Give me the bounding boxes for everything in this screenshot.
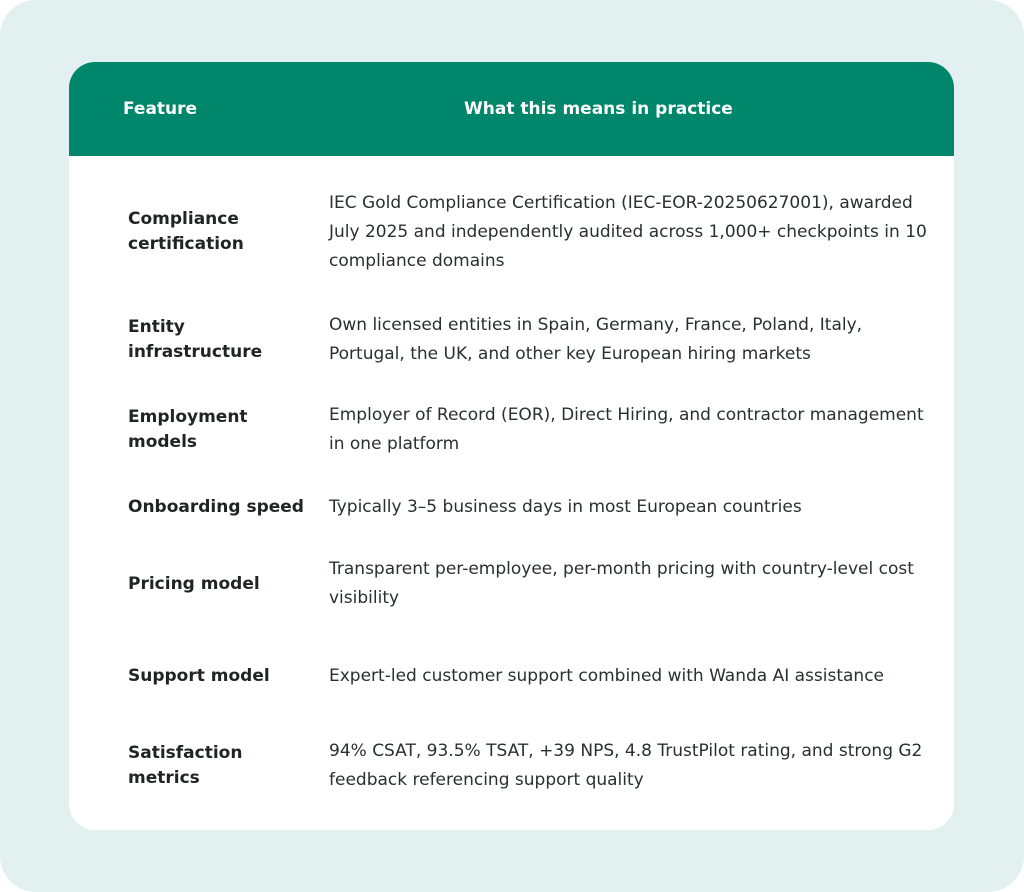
row-description: 94% CSAT, 93.5% TSAT, +39 NPS, 4.8 TrustPilot rating, and strong G2 feedback referencing support quality xyxy=(329,741,923,790)
row-feature: Pricing model xyxy=(128,573,260,594)
row-description: Transparent per-employee, per-month pricing with country-level cost visibility xyxy=(329,559,914,608)
row-description: Employer of Record (EOR), Direct Hiring, and contractor management in one platform xyxy=(329,405,924,454)
row-description: Expert-led customer support combined with Wanda AI assistance xyxy=(329,665,885,686)
table-row xyxy=(69,492,954,522)
table-header xyxy=(69,62,954,156)
table-row xyxy=(69,736,954,796)
row-feature: Onboarding speed xyxy=(128,496,304,517)
table-row xyxy=(69,554,954,614)
table-row xyxy=(69,400,954,460)
row-description: Own licensed entities in Spain, Germany, France, Poland, Italy, Portugal, the UK, and other key European hiring markets xyxy=(329,315,863,364)
row-feature: Employment models xyxy=(128,407,248,452)
table-row xyxy=(69,188,954,276)
row-feature: Compliance certification xyxy=(128,209,244,254)
row-description: Typically 3–5 business days in most European countries xyxy=(329,496,802,517)
row-feature: Support model xyxy=(128,665,270,686)
comparison-table xyxy=(69,62,954,830)
header-meaning: What this means in practice xyxy=(464,99,733,119)
row-description: IEC Gold Compliance Certification (IEC-EOR-20250627001), awarded July 2025 and independently audited across 1,000+ checkpoints in 10 compliance domains xyxy=(329,192,927,271)
row-feature: Satisfaction metrics xyxy=(128,743,243,788)
table-row xyxy=(69,646,954,706)
row-feature: Entity infrastructure xyxy=(128,317,263,362)
table-row xyxy=(69,310,954,370)
header-feature: Feature xyxy=(123,99,198,119)
